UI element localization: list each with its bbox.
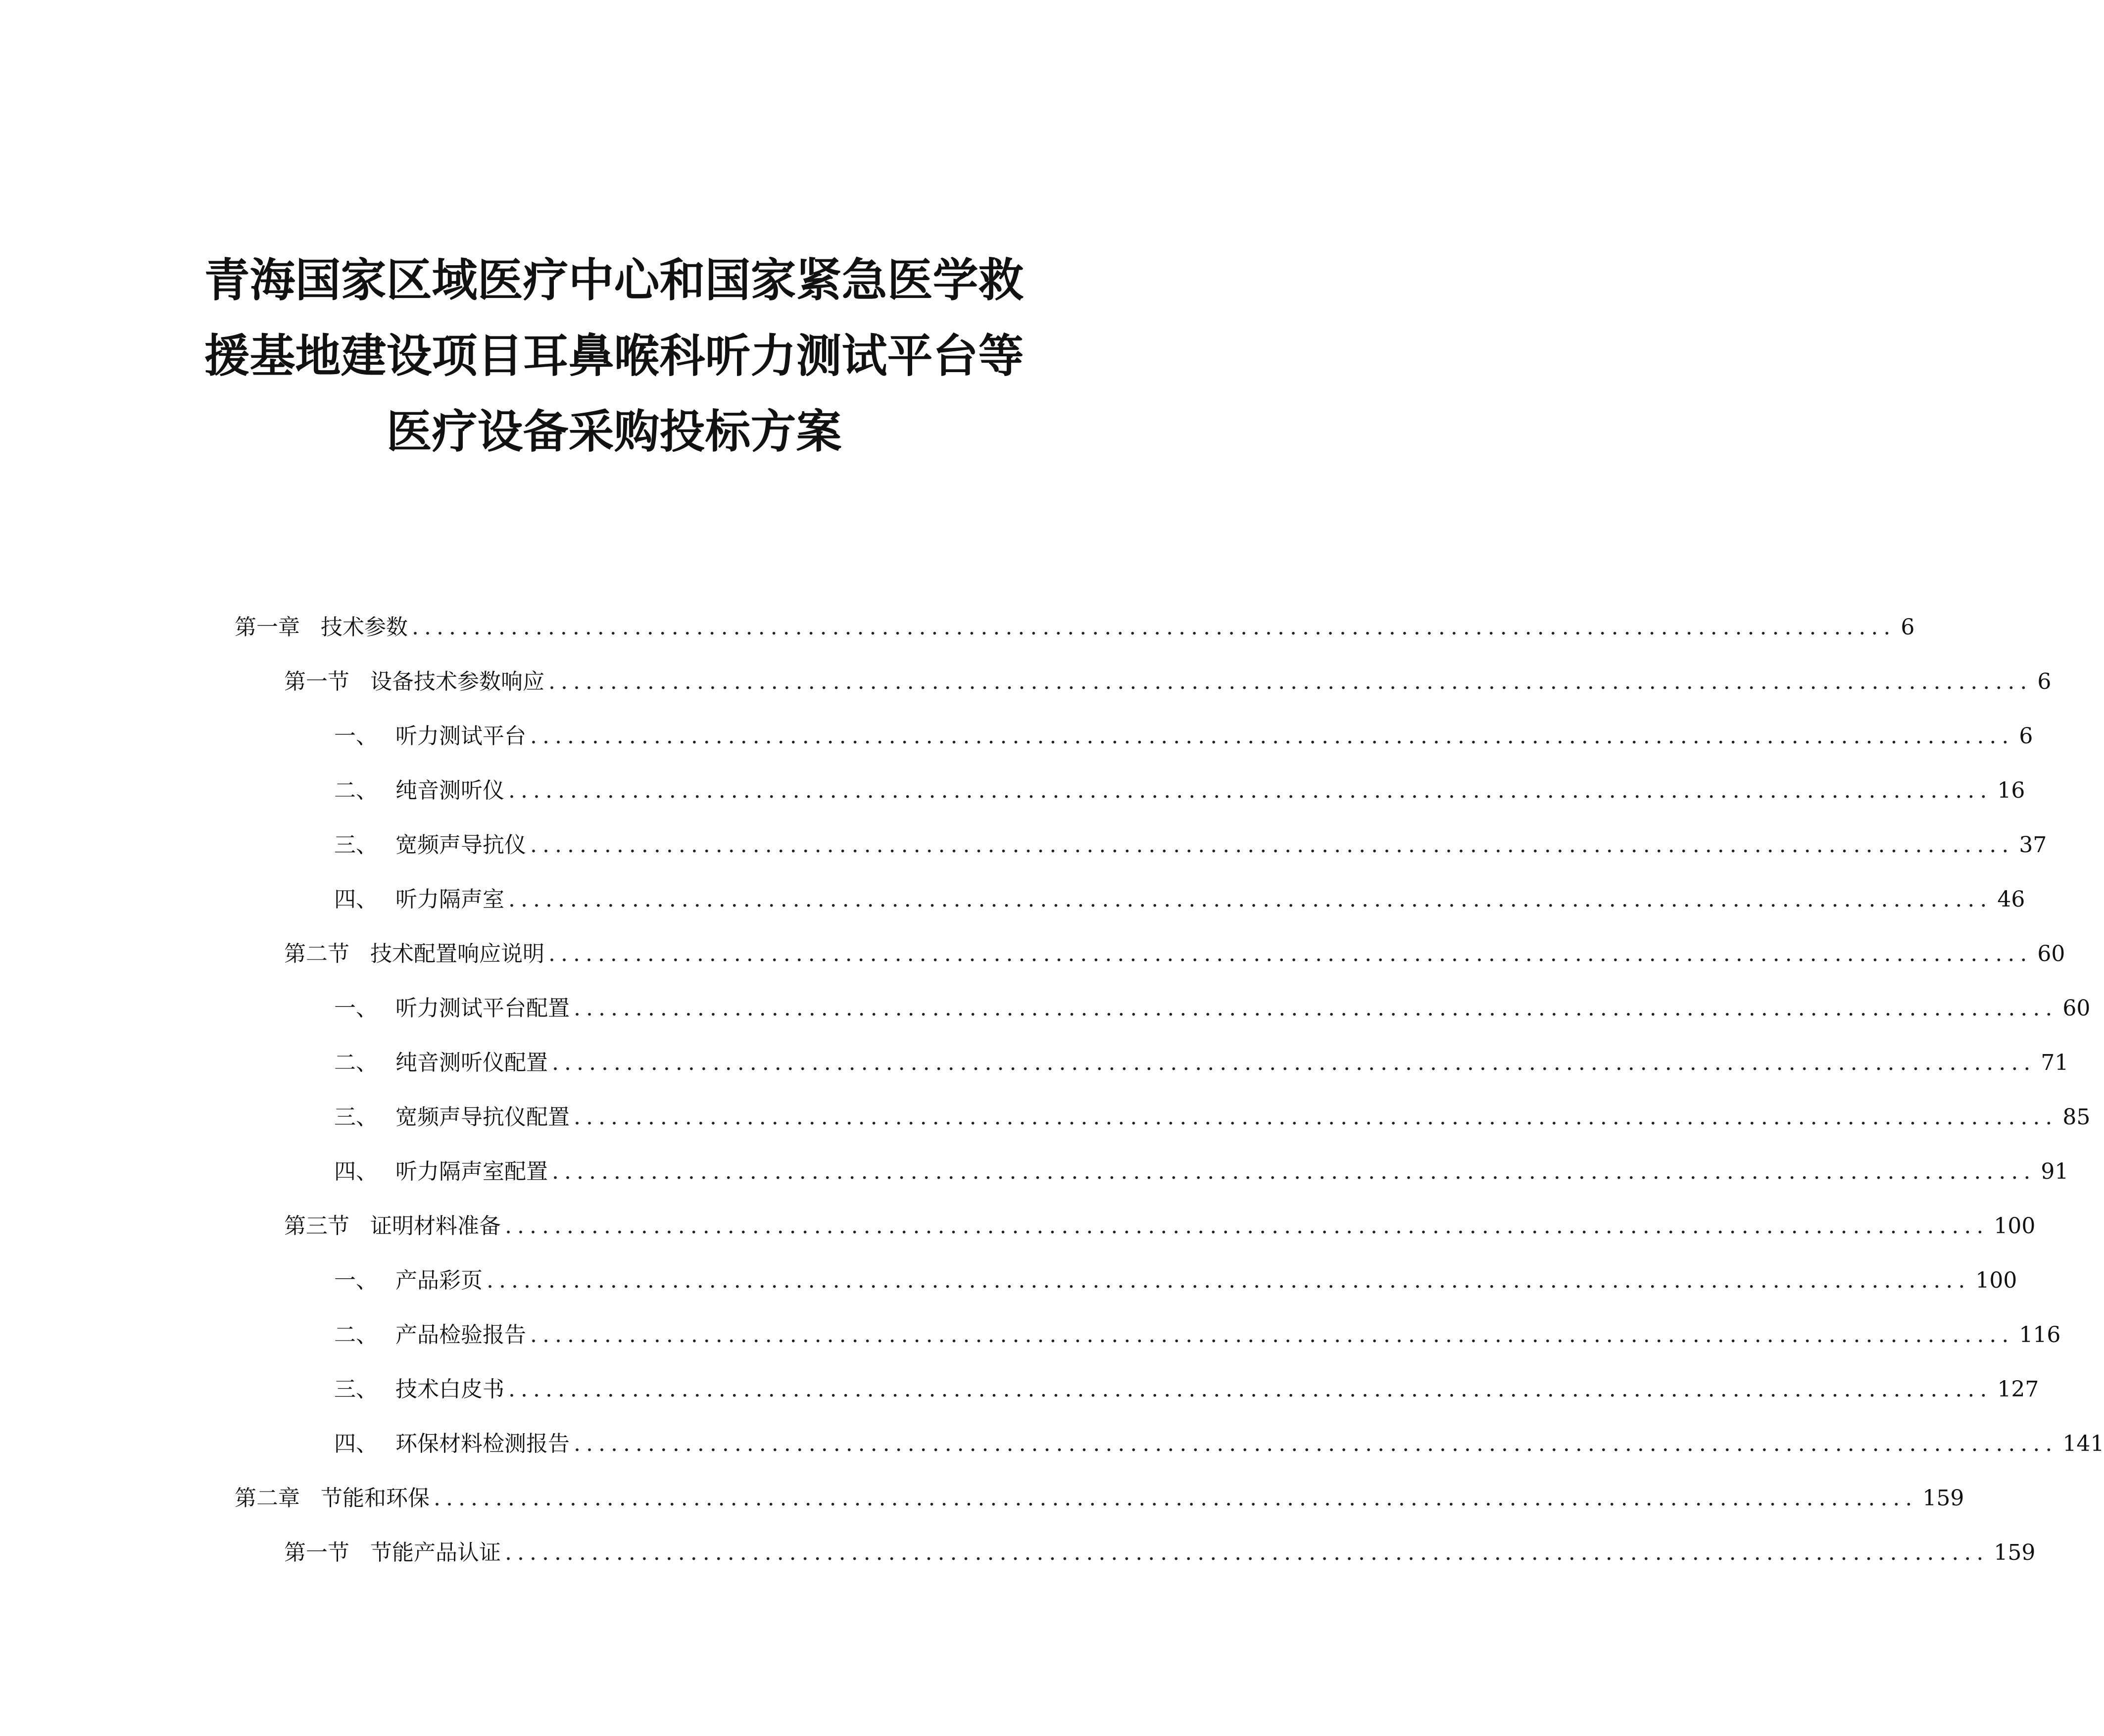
toc-entry-page: 159	[1922, 1486, 1964, 1511]
toc-entry-number: 二、	[334, 1050, 378, 1075]
document-title	[0, 242, 1228, 470]
toc-entry-number: 第一章	[235, 615, 300, 640]
toc-entry-number: 一、	[334, 996, 378, 1021]
toc-entry[interactable]	[334, 1424, 2104, 1464]
toc-entry[interactable]	[235, 1479, 1964, 1518]
toc-entry-label: 听力隔声室	[395, 887, 504, 912]
toc-entry-page: 46	[1997, 887, 2025, 912]
toc-entry-number: 一、	[334, 723, 378, 749]
toc-entry[interactable]	[334, 1261, 2017, 1301]
toc-entry-number: 一、	[334, 1268, 378, 1293]
toc-entry-page: 6	[2019, 723, 2033, 749]
toc-dot-leader: ........................................................................................................................	[574, 1431, 2058, 1456]
toc-entry[interactable]	[334, 771, 2025, 811]
toc-entry-number: 二、	[334, 1322, 378, 1348]
toc-dot-leader: ........................................................................................................................	[434, 1486, 1918, 1511]
toc-entry-page: 6	[1901, 615, 1915, 640]
toc-entry-label: 节能和环保	[321, 1486, 430, 1511]
toc-dot-leader: ........................................................................................................................	[505, 1213, 1989, 1239]
toc-entry-page: 141	[2062, 1431, 2104, 1456]
toc-entry[interactable]	[334, 1315, 2061, 1355]
toc-dot-leader: ........................................................................................................................	[548, 669, 2033, 694]
toc-entry-page: 100	[1975, 1268, 2017, 1293]
toc-entry-page: 37	[2019, 832, 2047, 858]
toc-entry-page: 6	[2037, 669, 2052, 694]
toc-entry-page: 60	[2037, 941, 2065, 966]
toc-entry-number: 三、	[334, 1377, 378, 1402]
toc-entry-label: 听力测试平台	[395, 723, 526, 749]
toc-entry[interactable]	[334, 825, 2047, 865]
toc-entry-label: 宽频声导抗仪配置	[395, 1105, 570, 1130]
toc-entry-label: 纯音测听仪配置	[395, 1050, 548, 1075]
toc-entry-page: 16	[1997, 778, 2025, 803]
toc-entry-label: 技术白皮书	[395, 1377, 504, 1402]
toc-dot-leader: ........................................................................................................................	[508, 1377, 1993, 1402]
toc-entry-number: 三、	[334, 1105, 378, 1130]
toc-entry-label: 技术配置响应说明	[370, 941, 544, 966]
toc-entry-label: 宽频声导抗仪	[395, 832, 526, 858]
toc-entry[interactable]	[284, 1206, 2036, 1246]
toc-entry-page: 60	[2062, 996, 2091, 1021]
toc-entry[interactable]	[334, 1043, 2069, 1083]
title-line-2: 援基地建设项目耳鼻喉科听力测试平台等	[204, 330, 1024, 383]
toc-dot-leader: ........................................................................................................................	[505, 1540, 1989, 1565]
toc-entry-number: 第一节	[284, 669, 349, 694]
toc-entry-label: 纯音测听仪	[395, 778, 504, 803]
toc-entry-page: 71	[2041, 1050, 2069, 1075]
toc-entry-page: 100	[1994, 1213, 2036, 1239]
toc-entry-label: 产品检验报告	[395, 1322, 526, 1348]
toc-dot-leader: ........................................................................................................................	[574, 996, 2058, 1021]
toc-dot-leader: ........................................................................................................................	[487, 1268, 1971, 1293]
toc-entry-number: 第三节	[284, 1213, 349, 1239]
toc-entry-number: 第一节	[284, 1540, 349, 1565]
toc-entry-label: 证明材料准备	[370, 1213, 501, 1239]
toc-entry[interactable]	[334, 1370, 2039, 1409]
toc-entry[interactable]	[284, 934, 2065, 974]
toc-entry-number: 第二节	[284, 941, 349, 966]
toc-entry-number: 第二章	[235, 1486, 300, 1511]
toc-entry[interactable]	[334, 1098, 2091, 1137]
toc-entry-page: 116	[2019, 1322, 2061, 1348]
toc-entry-label: 听力隔声室配置	[395, 1159, 548, 1184]
toc-entry[interactable]	[284, 1533, 2036, 1573]
toc-dot-leader: ........................................................................................................................	[530, 832, 2014, 858]
toc-entry-page: 91	[2041, 1159, 2069, 1184]
toc-dot-leader: ........................................................................................................................	[552, 1050, 2036, 1075]
toc-dot-leader: ........................................................................................................................	[548, 941, 2033, 966]
toc-entry[interactable]	[334, 1152, 2069, 1192]
title-line-1: 青海国家区域医疗中心和国家紧急医学救	[204, 254, 1024, 307]
toc-entry-page: 127	[1997, 1377, 2039, 1402]
toc-dot-leader: ........................................................................................................................	[508, 778, 1993, 803]
toc-entry[interactable]	[334, 880, 2025, 919]
toc-entry-number: 四、	[334, 1159, 378, 1184]
toc-entry-label: 技术参数	[321, 615, 408, 640]
toc-entry-label: 节能产品认证	[370, 1540, 501, 1565]
toc-entry-label: 环保材料检测报告	[395, 1431, 570, 1456]
toc-entry-number: 四、	[334, 1431, 378, 1456]
toc-dot-leader: ........................................................................................................................	[412, 615, 1896, 640]
toc-dot-leader: ........................................................................................................................	[508, 887, 1993, 912]
toc-entry-label: 设备技术参数响应	[370, 669, 544, 694]
toc-entry[interactable]	[334, 717, 2033, 756]
toc-entry[interactable]	[235, 608, 1915, 647]
toc-entry[interactable]	[284, 662, 2052, 702]
toc-dot-leader: ........................................................................................................................	[552, 1159, 2036, 1184]
toc-entry-number: 二、	[334, 778, 378, 803]
toc-entry-label: 听力测试平台配置	[395, 996, 570, 1021]
toc-entry[interactable]	[334, 989, 2091, 1028]
toc-entry-label: 产品彩页	[395, 1268, 483, 1293]
toc-entry-number: 四、	[334, 887, 378, 912]
title-line-3: 医疗设备采购投标方案	[386, 405, 842, 458]
toc-dot-leader: ........................................................................................................................	[574, 1105, 2058, 1130]
toc-dot-leader: ........................................................................................................................	[530, 1322, 2014, 1348]
toc-entry-page: 85	[2062, 1105, 2091, 1130]
toc-entry-number: 三、	[334, 832, 378, 858]
toc-entry-page: 159	[1994, 1540, 2036, 1565]
toc-dot-leader: ........................................................................................................................	[530, 723, 2014, 749]
